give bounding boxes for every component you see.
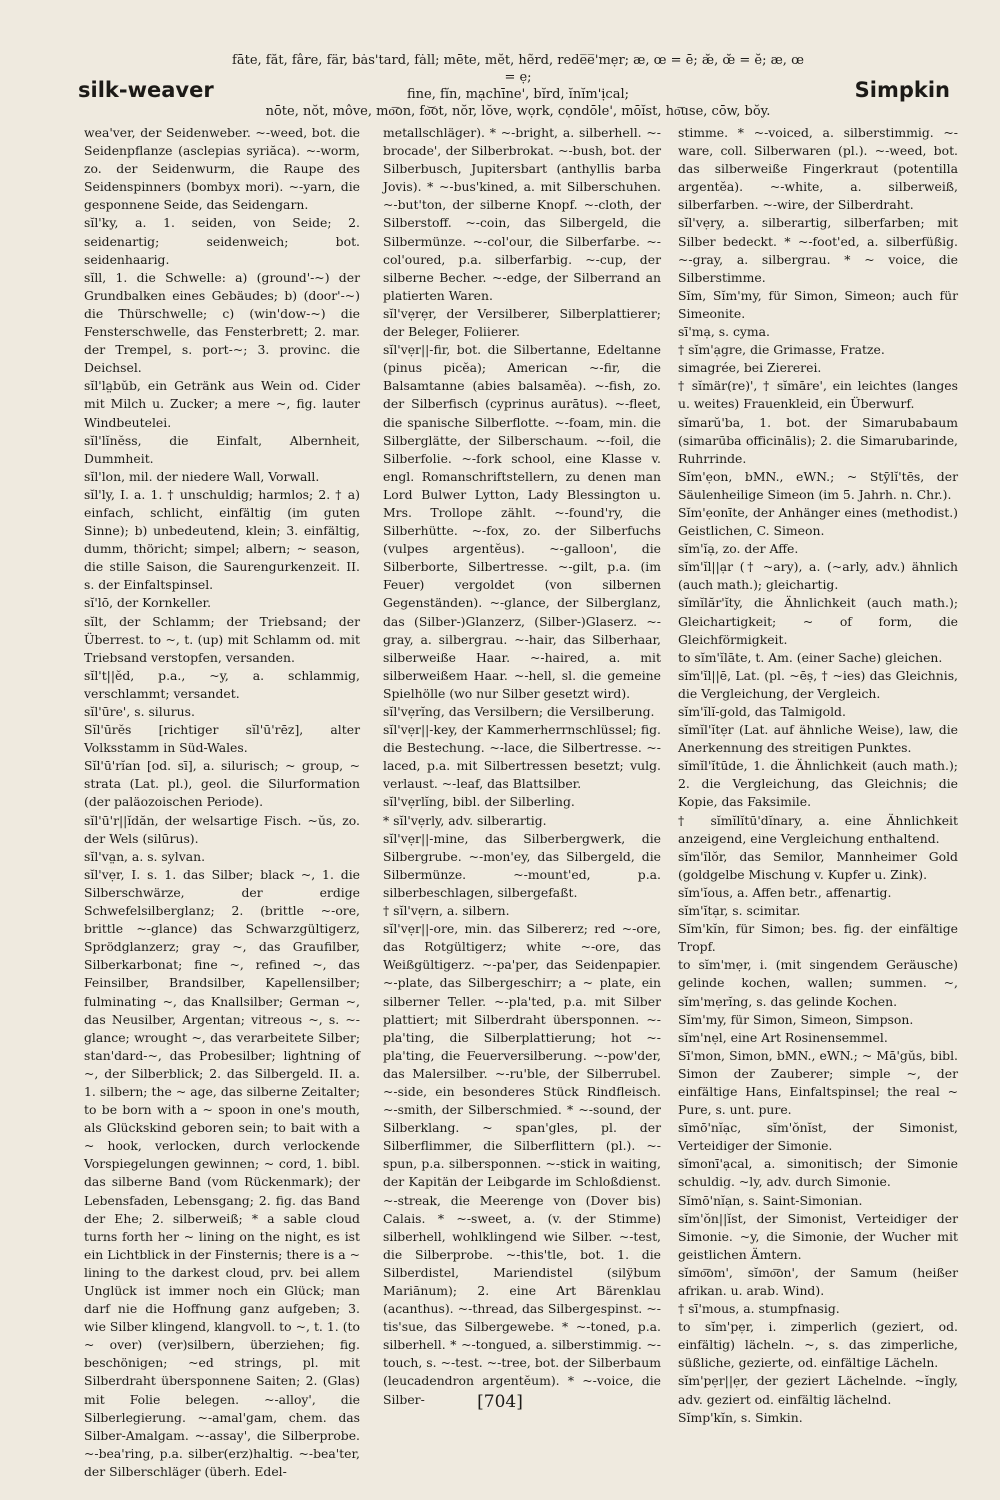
dictionary-entry: † sĭl'vẹrn, a. silbern. bbox=[383, 903, 510, 919]
dictionary-entry: sĭmĭl'ĭtūde, 1. die Ähnlichkeit (auch math.); 2. die Vergleichung, das Gleichnis; die Kopie, das Faksimile. bbox=[678, 758, 958, 810]
dictionary-entry: sīmō'nĭạc, sĭm'ŏnĭst, der Simonist, Verteidiger der Simonie. bbox=[678, 1120, 958, 1154]
dictionary-entry: sĭm'ĭlĭ-gold, das Talmigold. bbox=[678, 704, 846, 719]
dictionary-entry: Sĭm'ẹon, bMN., eWN.; ~ Stȳlĭ'tēs, der Säulenheilige Simeon (im 5. Jahrh. n. Chr.). bbox=[678, 468, 958, 502]
dictionary-entry: sĭmĭl'ĭtẹr (Lat. auf ähnliche Weise), law, die Anerkennung des streitigen Punktes. bbox=[678, 722, 958, 756]
dictionary-entry: Sĭl'ūrĕs [richtiger sĭl'ū'rēz], alter Volksstamm in Süd-Wales. bbox=[84, 722, 360, 756]
dictionary-entry: sĭl'vẹrlĭng, bibl. der Silberling. bbox=[383, 794, 575, 810]
dictionary-entry: sĭlt, der Schlamm; der Triebsand; der Überrest. to ~, t. (up) mit Schlamm od. mit Triebsand verstopfen, versanden. bbox=[84, 613, 360, 665]
dictionary-entry: Sĭl'ū'rĭan [od. sī], a. silurisch; ~ group, ~ strata (Lat. pl.), geol. die Silurformation (der paläozoischen Periode). bbox=[84, 758, 360, 810]
dictionary-entry: sĭm'ŏn||ĭst, der Simonist, Verteidiger der Simonie. ~y, die Simonie, der Wucher mit geistlichen Ämtern. bbox=[678, 1210, 958, 1262]
pronunciation-key-line: fāte, făt, fâre, fär, bȧs'tard, fȧll; mēte, mĕt, hẽrd, rede̅e̅'mẹr; æ, œ = ē; æ̆, œ̆ = ĕ; æ, œ = ẹ; bbox=[232, 53, 804, 85]
dictionary-entry: sĭm'ĭl||ạr († ~ary), a. (~arly, adv.) ähnlich (auch math.); gleichartig. bbox=[678, 559, 958, 593]
dictionary-entry: Sĭmp'kĭn, s. Simkin. bbox=[678, 1409, 803, 1425]
dictionary-entry: sĭl't||ĕd, p.a., ~y, a. schlammig, verschlammt; versandet. bbox=[84, 667, 360, 701]
dictionary-entry: sĭl'va̤n, a. s. sylvan. bbox=[84, 848, 206, 864]
header-left-word: silk-weaver bbox=[78, 78, 214, 102]
dictionary-entry: Sĭm'my, für Simon, Simeon, Simpson. bbox=[678, 1011, 914, 1027]
dictionary-entry: sĭmo͞om', sĭmo͞on', der Samum (heißer afrikan. u. arab. Wind). bbox=[678, 1264, 958, 1298]
dictionary-entry: wea'ver, der Seidenweber. ~-weed, bot. die Seidenpflanze (asclepias syriăca). ~-worm, zo. der Seidenwurm, die Raupe des Seidenspinners (bombyx mori). ~-yarn, die gesponnene Seide, das Seidengarn. bbox=[84, 125, 360, 213]
dictionary-entry: † sĭmĭlĭtū'dĭnary, a. eine Ähnlichkeit anzeigend, eine Vergleichung enthaltend. bbox=[678, 812, 958, 846]
dictionary-entry: Sĭm, Sĭm'my, für Simon, Simeon; auch für Simeonite. bbox=[678, 287, 958, 321]
dictionary-entry: to sĭm'mẹr, i. (mit singendem Geräusche) gelinde kochen, wallen; summen. ~, sĭm'mẹrĭng, s. das gelinde Kochen. bbox=[678, 957, 958, 1009]
page-number: [704] bbox=[477, 1392, 523, 1412]
dictionary-entry: sĭmarŭ'ba, 1. bot. der Simarubabaum (simarūba officinālis); 2. die Simarubarinde, Ruhrrinde. bbox=[678, 414, 958, 466]
dictionary-entry: sĭl'vẹry, a. silberartig, silberfarben; mit Silber bedeckt. * ~-foot'ed, a. silberfüßig. ~-gray, a. silbergrau. * ~ voice, die Silberstimme. bbox=[678, 215, 958, 285]
dictionary-entry: sĭl'vẹr||-fir, bot. die Silbertanne, Edeltanne (pinus picĕa); American ~-fir, die Balsamtanne (abies balsamĕa). ~-fish, zo. der Silberfisch (cyprinus aurātus). ~-fleet, die spanische Silberflotte. ~-foam, min. die Silberglätte, der Silberschaum. ~-foil, die Silberfolie. ~-fork school, eine Klasse v. engl. Romanschriftstellern, zu denen man Lord Bulwer Lytton, Lady Blessington u. Mrs. Trollope zählt. ~-found'ry, die Silberhütte. ~-fox, zo. der Silberfuchs (vulpes argentĕus). ~-galloon', die Silberborte, Silbertresse. ~-gilt, p.a. (im Feuer) vergoldet (von silbernen Gegenständen). ~-glance, der Silberglanz, das (Silber-)Glanzerz, (Silber-)Glaserz. ~-gray, a. silbergrau. ~-hair, das Silberhaar, silberweiße Haar. ~-haired, a. mit silberweißem Haar. ~-hell, sl. die gemeine Spielhölle (wo nur Silber gesetzt wird). bbox=[383, 342, 661, 701]
dictionary-entry: sĭ'lō, der Kornkeller. bbox=[84, 595, 212, 611]
dictionary-entry: sĭmĭlăr'ĭty, die Ähnlichkeit (auch math.); Gleichartigkeit; ~ of form, die Gleichförmigkeit. bbox=[678, 595, 958, 647]
dictionary-entry: Sī'mon, Simon, bMN., eWN.; ~ Mā'gŭs, bibl. Simon der Zauberer; simple ~, der einfältige Hans, Einfaltspinsel; the real ~ Pure, s. unt. pure. bbox=[678, 1047, 958, 1118]
pronunciation-key-line: nōte, nŏt, môve, mo͞on, fo͝ot, nŏr, lŏve, wọrk, cọndōle', mōĭst, ho͞use, cōw, bŏy. bbox=[265, 104, 771, 119]
dictionary-entry: sĭl'vẹr||-ore, min. das Silbererz; red ~-ore, das Rotgültigerz; white ~-ore, das Weißgültigerz. ~-pa'per, das Seidenpapier. ~-plate, das Silbergeschirr; a ~ plate, ein silberner Teller. ~-pla'ted, p.a. mit Silber plattiert; mit Silberdraht übersponnen. ~-pla'ting, die Silberplattierung; hot ~-pla'ting, die Feuerversilberung. ~-pow'der, das Malersilber. ~-ru'ble, der Silberrubel. ~-side, ein besonderes Stück Rindfleisch. ~-smith, der Silberschmied. * ~-sound, der Silberklang. ~ span'gles, pl. der Silberflimmer, die Silberflittern (pl.). ~-spun, p.a. silbersponnen. ~-stick in waiting, der Kapitän der Leibgarde im Schloßdienst. ~-streak, die Meerenge von (Dover bis) Calais. * ~-sweet, a. (v. der Stimme) silberhell, wohlklingend wie Silber. ~-test, die Silberprobe. ~-this'tle, bot. 1. die Silberdistel, Mariendistel (silўbum Mariānum); 2. eine Art Bärenklau (acanthus). ~-thread, das Silbergespinst. ~-tis'sue, das Silbergewebe. * ~-toned, p.a. silberhell. * ~-tongued, a. silberstimmig. ~-touch, s. ~-test. ~-tree, bot. der Silberbaum (leucadendron argentĕum). * ~-voice, die Silber- bbox=[383, 921, 661, 1407]
dictionary-entry: metallschläger). * ~-bright, a. silberhell. ~-brocade', der Silberbrokat. ~-bush, bot. der Silberbusch, Jupitersbart (anthyllis barba Jovis). * ~-bus'kined, a. mit Silberschuhen. ~-but'ton, der silberne Knopf. ~-cloth, der Silberstoff. ~-coin, das Silbergeld, die Silbermünze. ~-col'our, die Silberfarbe. ~-col'oured, p.a. silberfarbig. ~-cup, der silberne Becher. ~-edge, der Silberrand an platierten Waren. bbox=[383, 125, 661, 303]
dictionary-entry: † sĭm'ạgre, die Grimasse, Fratze. bbox=[678, 342, 885, 358]
dictionary-entry: simagrée, bei Ziererei. bbox=[678, 360, 822, 376]
dictionary-entry: sĭl'vẹr, I. s. 1. das Silber; black ~, 1. die Silberschwärze, der erdige Schwefelsilberglanz; 2. (brittle ~-ore, brittle ~-glance) das Schwarzgültigerz, Sprödglanzerz; gray ~, das Graufilber, Silberkarbonat; fine ~, refined ~, das Feinsilber, Brandsilber, Kapellensilber; fulminating ~, das Knallsilber; German ~, das Neusilber, Argentan; vitreous ~, s. ~-glance; wrought ~, das verarbeitete Silber; stan'dard-~, das Probesilber; lightning of ~, der Silberblick; 2. das Silbergeld. II. a. 1. silbern; the ~ age, das silberne Zeitalter; to be born with a ~ spoon in one's mouth, als Glückskind geboren sein; to bait with a ~ hook, verlocken, durch verlockende Vorspiegelungen gewinnen; ~ cord, 1. bibl. das silberne Band (vom Rückenmark); der Lebensfaden, Lebensgang; 2. fig. das Band der Ehe; 2. silberweiß; * a sable cloud turns forth her ~ lining on the night, es ist ein Lichtblick in der Finsternis; there is a ~ lining to the darkest cloud, prv. bei allem Unglück ist immer noch ein Glück; man darf nie die Hoffnung ganz aufgeben; 3. wie Silber klingend, klangvoll. to ~, t. 1. (to ~ over) (ver)silbern, überziehen; fig. beschönigen; ~ed strings, pl. mit Silberdraht übersponnene Saiten; 2. (Glas) mit Folie belegen. ~-alloy', die Silberlegierung. ~-amal'gam, chem. das Silber-Amalgam. ~-assay', die Silberprobe. ~-bea'ring, p.a. silber(erz)haltig. ~-bea'ter, der Silberschläger (überh. Edel- bbox=[84, 866, 360, 1479]
column-3 bbox=[678, 124, 958, 1425]
dictionary-entry: sĭl'vẹr||-key, der Kammerherrnschlüssel; fig. die Bestechung. ~-lace, die Silbertresse. ~-laced, p.a. mit Silbertressen besetzt; vulg. verlaust. ~-leaf, das Blattsilber. bbox=[383, 722, 661, 792]
pronunciation-key bbox=[228, 52, 808, 120]
dictionary-entry: † sĭmär(re)', † sĭmāre', ein leichtes (langes u. weites) Frauenkleid, ein Überwurf. bbox=[678, 378, 958, 412]
dictionary-entry: sī'mạ, s. cyma. bbox=[678, 324, 770, 340]
header-right-word: Simpkin bbox=[854, 78, 950, 102]
dictionary-entry: sĭm'ĭous, a. Affen betr., affenartig. bbox=[678, 884, 892, 900]
dictionary-entry: sĭl'vẹr||-mine, das Silberbergwerk, die Silbergrube. ~-mon'ey, das Silbergeld, die Silbermünze. ~-mount'ed, p.a. silberbeschlagen, silbergefaßt. bbox=[383, 830, 661, 900]
dictionary-entry: sĭl'la̤bŭb, ein Getränk aus Wein od. Cider mit Milch u. Zucker; a mere ~, fig. lauter Windbeutelei. bbox=[84, 378, 360, 430]
dictionary-entry: sĭm'ĭtạr, s. scimitar. bbox=[678, 903, 801, 919]
dictionary-entry: sĭl'vẹrẹr, der Versilberer, Silberplattierer; der Beleger, Foliierer. bbox=[383, 305, 661, 340]
dictionary-entry: sĭl'ly, I. a. 1. † unschuldig; harmlos; 2. † a) einfach, schlicht, einfältig (im guten Sinne); b) unbedeutend, klein; 3. einfältig, dumm, thöricht; simpel; albern; ~ season, die stille Saison, die Saurengurkenzeit. II. s. der Einfaltspinsel. bbox=[84, 486, 360, 593]
dictionary-entry: sĭl'vẹrĭng, das Versilbern; die Versilberung. bbox=[383, 704, 655, 719]
dictionary-entry: sĭm'ĭạ, zo. der Affe. bbox=[678, 541, 799, 557]
dictionary-entry: sĭm'ĭlŏr, das Semilor, Mannheimer Gold (goldgelbe Mischung v. Kupfer u. Zink). bbox=[678, 848, 958, 882]
pronunciation-key-line: fine, fĭn, mạchīne', bĭrd, ĭnĭm'ịcal; bbox=[407, 87, 629, 102]
dictionary-entry: sĭl'ky, a. 1. seiden, von Seide; 2. seidenartig; seidenweich; bot. seidenhaarig. bbox=[84, 215, 360, 267]
dictionary-entry: sĭm'ĭl||ē, Lat. (pl. ~ēṣ, † ~ies) das Gleichnis, die Vergleichung, der Vergleich. bbox=[678, 667, 958, 701]
column-1 bbox=[84, 124, 360, 1479]
dictionary-entry: stimme. * ~-voiced, a. silberstimmig. ~-ware, coll. Silberwaren (pl.). ~-weed, bot. das silberweiße Fingerkraut (potentilla argentĕa). ~-white, a. silberweiß, silberfarben. ~-wire, der Silberdraht. bbox=[678, 125, 958, 213]
dictionary-entry: sĭm'pẹr||ẹr, der geziert Lächelnde. ~ĭngly, adv. geziert od. einfältig lächelnd. bbox=[678, 1373, 958, 1407]
dictionary-entry: sĭl'lĭnĕss, die Einfalt, Albernheit, Dummheit. bbox=[84, 432, 360, 466]
dictionary-entry: Sĭmō'nĭạn, s. Saint-Simonian. bbox=[678, 1192, 863, 1208]
dictionary-entry: sĭll, 1. die Schwelle: a) (ground'-~) der Grundbalken eines Gebäudes; b) (door'-~) die Thürschwelle; c) (win'dow-~) die Fensterschwelle, das Fensterbrett; 2. mar. der Trempel, s. port-~; 3. provinc. die Deichsel. bbox=[84, 269, 360, 376]
dictionary-entry: † sī'mous, a. stumpfnasig. bbox=[678, 1301, 840, 1317]
dictionary-entry: to sĭm'ĭlāte, t. Am. (einer Sache) gleichen. bbox=[678, 649, 943, 665]
dictionary-entry: sĭl'ūre', s. silurus. bbox=[84, 704, 195, 719]
dictionary-entry: sĭmonī'ạcal, a. simonitisch; der Simonie schuldig. ~ly, adv. durch Simonie. bbox=[678, 1156, 958, 1190]
dictionary-entry: Sĭm'kĭn, für Simon; bes. fig. der einfältige Tropf. bbox=[678, 921, 958, 955]
dictionary-entry: sĭl'lon, mil. der niedere Wall, Vorwall. bbox=[84, 468, 320, 484]
dictionary-entry: sĭm'nẹl, eine Art Rosinensemmel. bbox=[678, 1029, 888, 1045]
dictionary-entry: * sĭl'vẹrly, adv. silberartig. bbox=[383, 812, 547, 828]
dictionary-entry: Sĭm'ẹonīte, der Anhänger eines (methodist.) Geistlichen, C. Simeon. bbox=[678, 504, 958, 539]
dictionary-entry: to sĭm'pẹr, i. zimperlich (geziert, od. einfältig) lächeln. ~, s. das zimperliche, süßliche, gezierte, od. einfältige Lächeln. bbox=[678, 1319, 958, 1371]
dictionary-entry: sĭl'ū'r||ĭdăn, der welsartige Fisch. ~ŭs, zo. der Wels (silūrus). bbox=[84, 812, 360, 846]
